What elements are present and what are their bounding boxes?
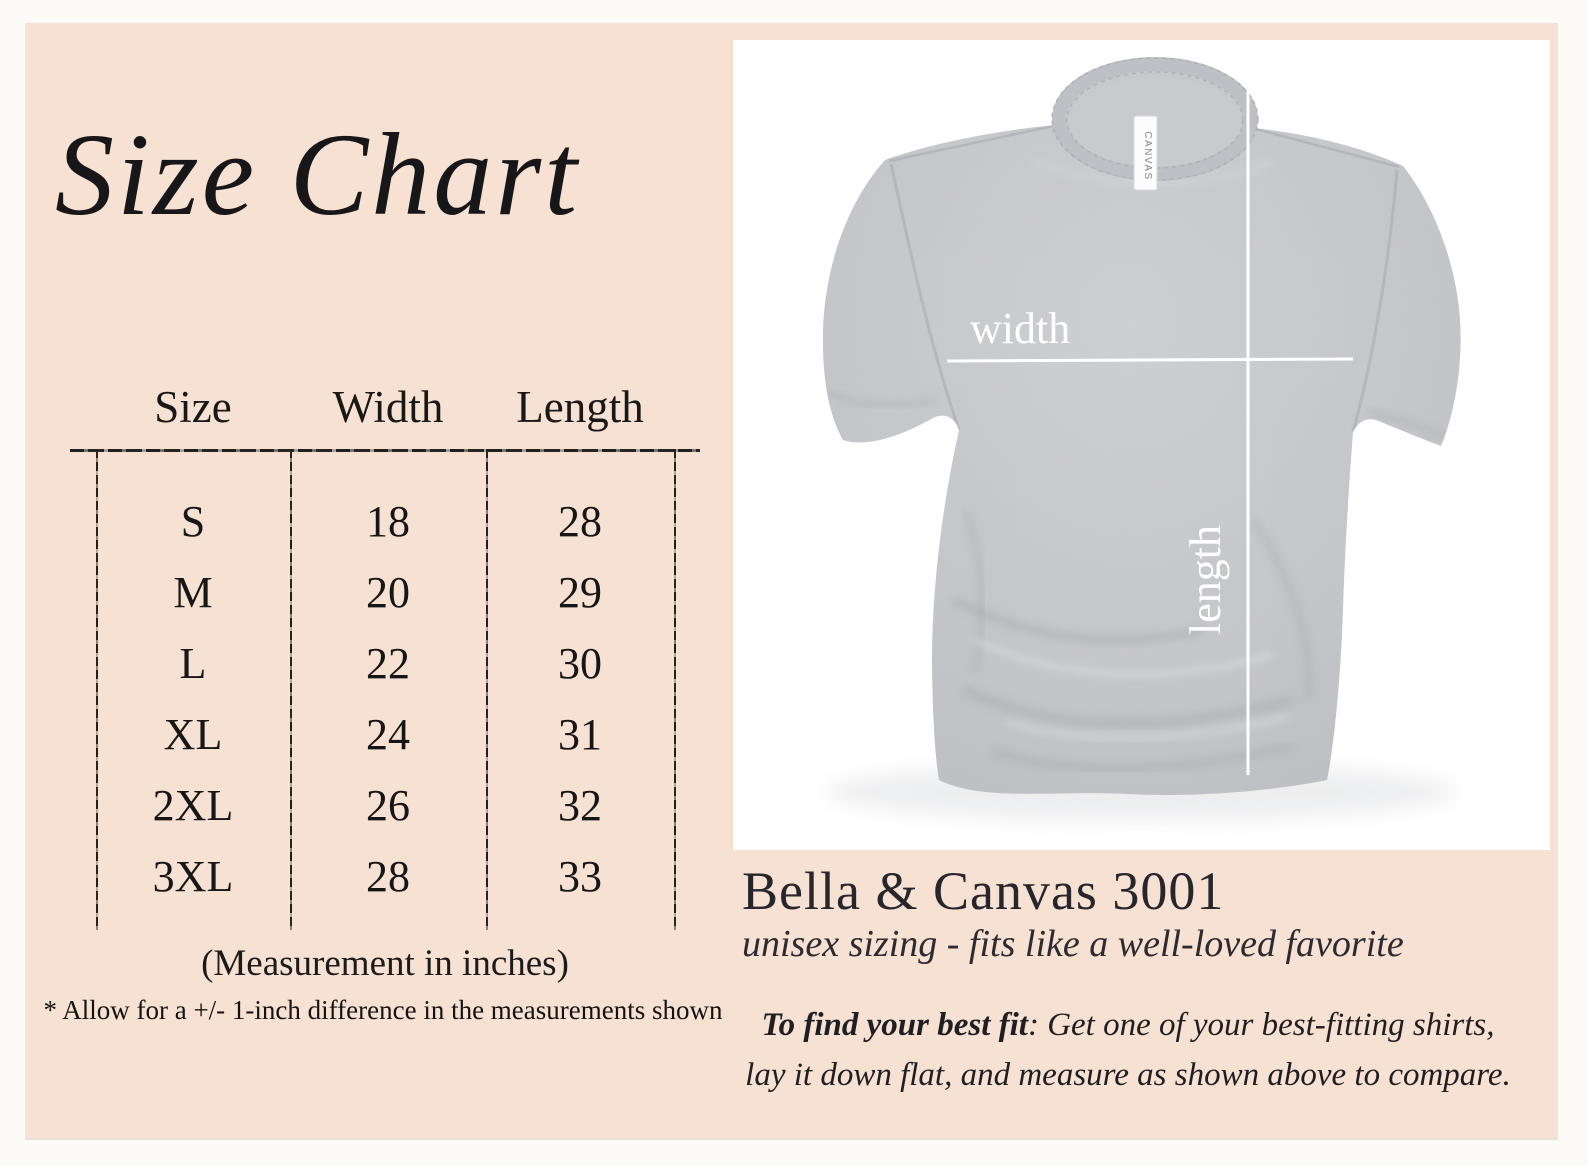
col-header-length: Length xyxy=(516,382,644,432)
tshirt-illustration xyxy=(733,40,1550,850)
table-row xyxy=(96,770,700,841)
col-header-width: Width xyxy=(332,382,444,432)
product-tagline: unisex sizing - fits like a well-loved favorite xyxy=(742,923,1404,965)
cell-width: 24 xyxy=(366,710,410,759)
cell-size: 2XL xyxy=(152,781,234,830)
product-name: Bella & Canvas 3001 xyxy=(742,861,1225,921)
table-row xyxy=(96,628,700,699)
col-header-size: Size xyxy=(154,382,232,432)
cell-size: L xyxy=(179,639,207,688)
fit-instructions-line1-rest: : Get one of your best-fitting shirts, xyxy=(1027,1007,1495,1043)
table-row xyxy=(96,486,700,557)
length-label: length xyxy=(1181,525,1230,635)
cell-width: 22 xyxy=(366,639,410,688)
fit-instructions xyxy=(703,1000,1553,1100)
cell-width: 20 xyxy=(366,568,410,617)
table-row xyxy=(96,841,700,912)
cell-length: 33 xyxy=(558,852,602,901)
cell-length: 32 xyxy=(558,781,602,830)
tshirt-photo xyxy=(733,40,1550,850)
fit-instructions-lead: To find your best fit xyxy=(761,1007,1028,1043)
table-row xyxy=(96,557,700,628)
cell-width: 28 xyxy=(366,852,410,901)
fit-instructions-line2: lay it down flat, and measure as shown above to compare. xyxy=(745,1057,1511,1093)
cell-size: M xyxy=(173,568,213,617)
cell-length: 28 xyxy=(558,497,602,546)
cell-length: 30 xyxy=(558,639,602,688)
table-row xyxy=(96,699,700,770)
measurement-unit-note: (Measurement in inches) xyxy=(201,943,569,984)
cell-size: XL xyxy=(163,710,223,759)
fit-instructions-line1 xyxy=(703,1000,1553,1050)
size-table-header-row xyxy=(96,350,700,449)
width-measure-line xyxy=(947,359,1353,361)
page-title: Size Chart xyxy=(55,109,580,240)
cell-width: 26 xyxy=(366,781,410,830)
neck-tag xyxy=(1134,116,1157,190)
cell-length: 29 xyxy=(558,568,602,617)
size-table-body xyxy=(70,452,700,912)
cell-size: 3XL xyxy=(152,852,234,901)
cell-size: S xyxy=(180,497,206,546)
cell-width: 18 xyxy=(366,497,410,546)
tolerance-note: * Allow for a +/- 1-inch difference in the measurements shown xyxy=(43,995,723,1025)
cell-length: 31 xyxy=(558,710,602,759)
size-table xyxy=(70,350,700,901)
width-label: width xyxy=(970,304,1071,353)
neck-tag-label: CANVAS xyxy=(1142,131,1153,181)
